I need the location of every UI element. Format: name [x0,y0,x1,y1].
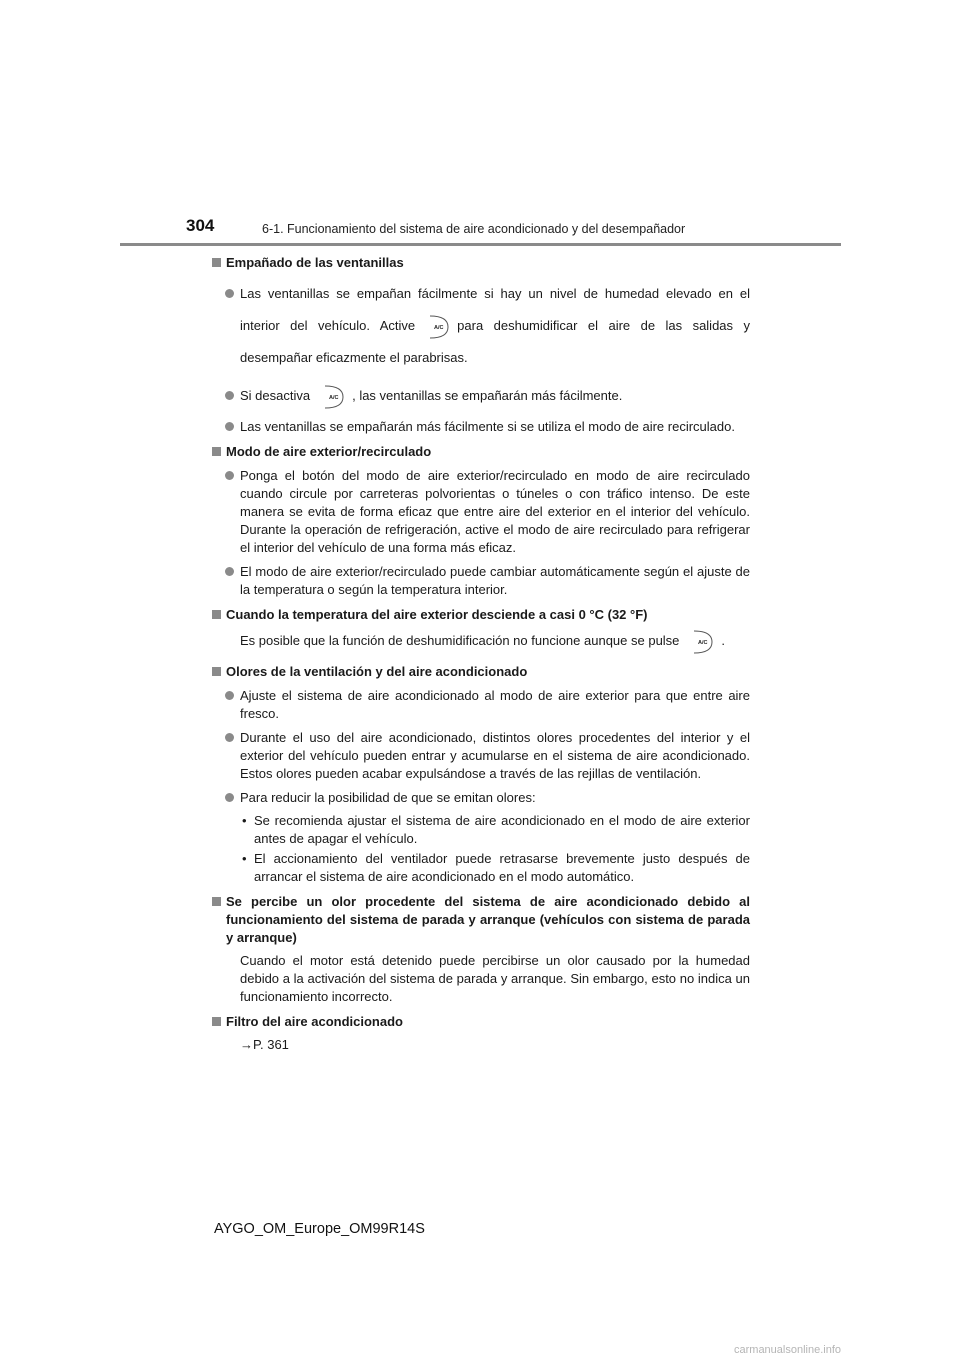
paragraph-text: Cuando el motor está detenido puede percibirse un olor causado por la humedad debido a la activación del sistema de parada y arranque. Sin embargo, esto no indica un funcionamiento incorrecto. [240,953,750,1004]
ac-label: A/C [329,394,339,401]
section-heading [212,893,750,947]
ac-button-icon [685,630,715,654]
document-code: AYGO_OM_Europe_OM99R14S [214,1221,425,1237]
list-item [212,467,750,557]
page-content [212,254,750,1054]
item-text: Si desactiva [240,388,311,403]
paragraph [212,952,750,1006]
square-bullet-icon [212,897,221,906]
list-item [212,687,750,723]
square-bullet-icon [212,667,221,676]
item-text: Las ventanillas se empañarán más fácilmente si se utiliza el modo de aire recirculado. [240,419,735,434]
ac-button-icon [316,385,346,409]
square-bullet-icon [212,610,221,619]
sub-item-text: El accionamiento del ventilador puede retrasarse brevemente justo después de arrancar el sistema de aire acondicionado en el modo automático. [254,851,750,884]
ac-button-icon [421,315,451,339]
circle-bullet-icon [225,422,234,431]
circle-bullet-icon [225,793,234,802]
section-heading [212,1013,750,1031]
section-title: Cuando la temperatura del aire exterior desciende a casi 0 °C (32 °F) [226,607,648,622]
header-rule [120,243,841,246]
circle-bullet-icon [225,691,234,700]
paragraph-text: . [721,633,726,648]
item-text: Las ventanillas se empañan fácilmente si hay un nivel de humedad elevado en el interior del vehículo. Active [240,286,750,333]
circle-bullet-icon [225,567,234,576]
paragraph [212,626,750,656]
item-text: Durante el uso del aire acondicionado, distintos olores procedentes del interior y el exterior del vehículo pueden entrar y acumularse en el sistema de aire acondicionado. Estos olores pueden acabar expulsándose a través de las rejillas de ventilación. [240,730,750,781]
list-item [212,789,750,807]
square-bullet-icon [212,1017,221,1026]
circle-bullet-icon [225,733,234,742]
item-text: El modo de aire exterior/recirculado puede cambiar automáticamente según el ajuste de la temperatura o según la temperatura interior. [240,564,750,597]
sub-item-text: Se recomienda ajustar el sistema de aire acondicionado en el modo de aire exterior antes de apagar el vehículo. [254,813,750,846]
paragraph-text: Es posible que la función de deshumidificación no funcione aunque se pulse [240,633,680,648]
list-item [212,729,750,783]
section-heading [212,254,750,272]
list-item [212,380,750,412]
square-bullet-icon [212,447,221,456]
section-heading [212,443,750,461]
section-title: Modo de aire exterior/recirculado [226,444,432,459]
sub-bullet: • [242,813,247,828]
section-heading [212,663,750,681]
item-text: Ajuste el sistema de aire acondicionado al modo de aire exterior para que entre aire fresco. [240,688,750,721]
section-title: Filtro del aire acondicionado [226,1014,403,1029]
page-reference [212,1036,750,1054]
circle-bullet-icon [225,471,234,480]
square-bullet-icon [212,258,221,267]
circle-bullet-icon [225,391,234,400]
list-item [212,278,750,374]
watermark: carmanualsonline.info [734,1344,842,1356]
item-text: para deshumidificar el aire de las salidas y desempañar eficazmente el parabrisas. [240,318,750,365]
item-text: Para reducir la posibilidad de que se emitan olores: [240,790,536,805]
section-title: Se percibe un olor procedente del sistema de aire acondicionado debido al funcionamiento del sistema de parada y arranque (vehículos con sistema de parada y arranque) [226,894,750,945]
item-text: , las ventanillas se empañarán más fácilmente. [352,388,623,403]
sub-list-item [212,812,750,848]
section-title: Olores de la ventilación y del aire acondicionado [226,664,528,679]
sub-list-item [212,850,750,886]
chapter-title: 6-1. Funcionamiento del sistema de aire acondicionado y del desempañador [262,222,686,236]
section-heading [212,606,750,624]
ac-label: A/C [698,639,708,646]
list-item [212,563,750,599]
circle-bullet-icon [225,289,234,298]
item-text: Ponga el botón del modo de aire exterior/recirculado en modo de aire recirculado cuando circule por carreteras polvorientas o túneles o con tráfico intenso. De este manera se evita de forma eficaz que entre aire del exterior en el interior del vehículo. Durante la operación de refrigeración, active el modo de aire recirculado para refrigerar el interior del vehículo de una forma más eficaz. [240,468,750,555]
section-title: Empañado de las ventanillas [226,255,404,270]
ac-label: A/C [434,324,444,331]
list-item [212,418,750,436]
page-number: 304 [186,216,215,235]
page-reference-link[interactable]: →P. 361 [240,1037,289,1052]
sub-bullet: • [242,851,247,866]
